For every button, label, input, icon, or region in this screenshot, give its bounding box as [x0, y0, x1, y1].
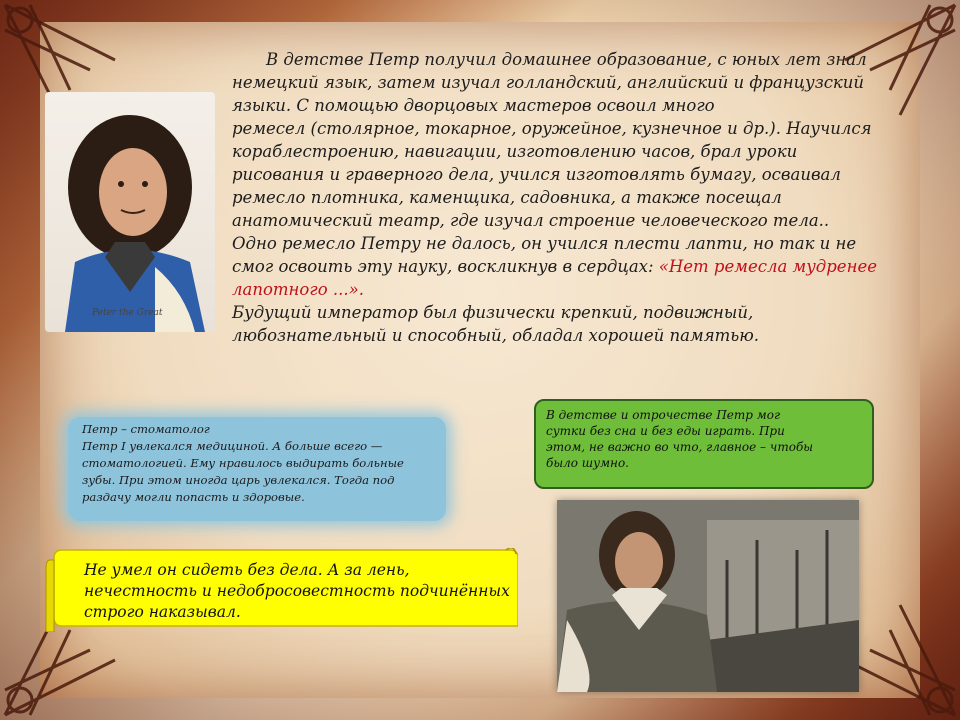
- box-line: раздачу могли попасть и здоровые.: [82, 490, 305, 504]
- text-line: немецкий язык, затем изучал голландский, английский и французский: [232, 73, 865, 92]
- peter-portrait-image: [45, 92, 215, 332]
- text-line: кораблестроению, навигации, изготовлению часов, брал уроки: [232, 142, 798, 161]
- text-line: В детстве Петр получил домашнее образование, с юных лет знал: [266, 50, 867, 69]
- quote-text: лапотного ...».: [232, 280, 364, 299]
- text-line: ремесло плотника, каменщика, садовника, а также посещал: [232, 188, 782, 207]
- box-line: Петр I увлекался медициной. А больше всего —: [82, 439, 383, 453]
- text-line: Одно ремесло Петру не далось, он учился плести лапти, но так и не: [232, 234, 857, 253]
- text-line: языки. С помощью дворцовых мастеров освоил много: [232, 96, 715, 115]
- laziness-scroll-box: [44, 548, 518, 632]
- text-line: Будущий император был физически крепкий, подвижный,: [232, 303, 754, 322]
- text-line: анатомический театр, где изучал строение человеческого тела..: [232, 211, 830, 230]
- box-title: Петр – стоматолог: [82, 422, 210, 436]
- box-line: этом, не важно во что, главное – чтобы: [546, 440, 814, 454]
- text-line: смог освоить эту науку, воскликнув в сердцах:: [232, 257, 659, 276]
- box-line: сутки без сна и без еды играть. При: [546, 424, 785, 438]
- box-line: было шумно.: [546, 456, 629, 470]
- scroll-line: нечестность и недобросовестность подчинённых: [84, 582, 510, 600]
- scroll-line: Не умел он сидеть без дела. А за лень,: [84, 561, 410, 579]
- box-line: В детстве и отрочестве Петр мог: [546, 408, 781, 422]
- quote-text: «Нет ремесла мудренее: [658, 257, 877, 276]
- dentist-fact-box: [68, 417, 446, 521]
- text-line: ремесел (столярное, токарное, оружейное, кузнечное и др.). Научился: [232, 119, 872, 138]
- text-line: любознательный и способный, обладал хорошей памятью.: [232, 326, 760, 345]
- peter-harbor-painting-image: [557, 500, 859, 692]
- box-line: стоматологией. Ему нравилось выдирать больные: [82, 456, 404, 470]
- main-text-block: [232, 48, 880, 347]
- childhood-fact-box: [534, 399, 874, 489]
- portrait-caption: Peter the Great: [92, 308, 163, 318]
- scroll-line: строго наказывал.: [84, 603, 241, 621]
- box-line: зубы. При этом иногда царь увлекался. Тогда под: [82, 473, 395, 487]
- text-line: рисования и граверного дела, учился изготовлять бумагу, осваивал: [232, 165, 841, 184]
